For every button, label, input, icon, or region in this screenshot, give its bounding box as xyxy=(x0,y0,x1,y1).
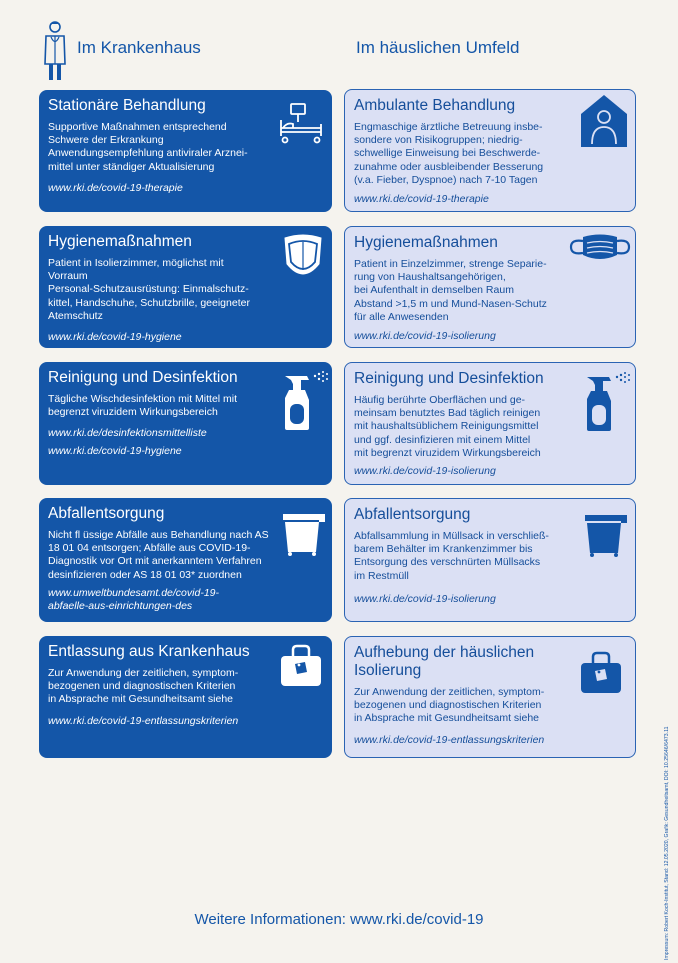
suitcase-icon xyxy=(279,644,323,690)
card-text: Engmaschige ärztliche Betreuung insbe- sondere von Risikogruppen; niedrig- schwellige Einweisung bei Beschwerde- zunahme oder ausbleibender Besserung (v.a. Fieber, Dyspnoe) nach 7-10 Tagen xyxy=(354,121,544,186)
card-title: Hygienemaßnahmen xyxy=(48,233,192,250)
hospital-bed-icon xyxy=(279,102,323,148)
card-stationaere-behandlung xyxy=(39,90,332,212)
card-link[interactable]: www.rki.de/covid-19-isolierung xyxy=(354,465,496,478)
card-text: Supportive Maßnahmen entsprechend Schwere der Erkrankung Anwendungsempfehlung antiviraler Arznei- mittel unter ständiger Aktualisierung xyxy=(48,121,248,173)
card-link[interactable]: www.umweltbundesamt.de/covid-19- abfaelle-aus-einrichtungen-des xyxy=(48,586,219,612)
card-text: Tägliche Wischdesinfektion mit Mittel mit begrenzt viruzidem Wirkungsbereich xyxy=(48,393,238,419)
card-reinigung-left xyxy=(39,362,332,485)
card-link[interactable]: www.rki.de/desinfektionsmittelliste xyxy=(48,427,207,440)
card-abfall-left xyxy=(39,498,332,622)
right-column-title: Im häuslichen Umfeld xyxy=(356,38,520,57)
card-hygiene-left xyxy=(39,226,332,348)
card-title-line: Aufhebung der häuslichen xyxy=(354,644,535,661)
card-title-line: Isolierung xyxy=(354,662,422,679)
imprint-text: Impressum: Robert Koch-Institut, Stand: 12.05.2020, Grafik: Gesundheitsamt, DOI: 10.25646/6473.11 xyxy=(664,726,670,960)
card-link[interactable]: www.rki.de/covid-19-isolierung xyxy=(354,330,496,343)
card-text: Patient in Isolierzimmer, möglichst mit Vorraum Personal-Schutzausrüstung: Einmalschutz- kittel, Handschuhe, Schutzbrille, geeigneter Atemschutz xyxy=(48,257,250,322)
card-link[interactable]: www.rki.de/covid-19-therapie xyxy=(354,193,489,206)
card-text: Häufig berührte Oberflächen und ge- meinsam benutztes Bad täglich reinigen mit haushaltsüblichem Reinigungsmittel und ggf. desinfizieren mit einem Mittel mit begrenzt viruzidem Wirkungsbereich xyxy=(354,394,541,459)
card-ambulante-behandlung xyxy=(344,89,636,212)
card-hygiene-right xyxy=(344,226,636,348)
card-link[interactable]: www.rki.de/covid-19-hygiene xyxy=(48,445,182,458)
card-reinigung-right xyxy=(344,362,636,485)
card-title: Abfallentsorgung xyxy=(48,505,165,522)
card-title: Hygienemaßnahmen xyxy=(354,234,498,251)
left-column-title: Im Krankenhaus xyxy=(77,38,201,57)
card-title: Ambulante Behandlung xyxy=(354,97,516,114)
card-entlassung xyxy=(39,636,332,758)
card-text: Nicht fl üssige Abfälle aus Behandlung nach AS 18 01 04 entsorgen; Abfälle aus COVID-19- Diagnostik vor Ort mit anerkanntem Verfahren desinfizieren oder AS 18 01 03* zuordnen xyxy=(48,529,269,581)
respirator-mask-icon xyxy=(283,234,323,282)
card-link[interactable]: www.rki.de/covid-19-entlassungskriterien xyxy=(48,714,239,727)
surgical-mask-icon xyxy=(569,233,631,263)
card-title: Entlassung aus Krankenhaus xyxy=(48,643,250,660)
suitcase-icon xyxy=(579,651,623,697)
card-abfall-right xyxy=(344,498,636,622)
footer-more-info[interactable]: Weitere Informationen: www.rki.de/covid-19 xyxy=(194,911,484,928)
card-title: Reinigung und Desinfektion xyxy=(354,370,544,387)
spray-bottle-icon xyxy=(281,370,329,432)
card-text: Zur Anwendung der zeitlichen, symptom- bezogenen und diagnostischen Kriterien in Absprache mit Gesundheitsamt siehe xyxy=(354,686,545,725)
card-link[interactable]: www.rki.de/covid-19-entlassungskriterien xyxy=(354,733,545,746)
card-title: Abfallentsorgung xyxy=(354,506,471,523)
card-aufhebung-isolierung xyxy=(344,636,636,758)
card-text: Zur Anwendung der zeitlichen, symptom- bezogenen und diagnostischen Kriterien in Absprache mit Gesundheitsamt siehe xyxy=(48,667,239,706)
card-title: Stationäre Behandlung xyxy=(48,97,206,114)
card-link[interactable]: www.rki.de/covid-19-therapie xyxy=(48,181,183,194)
card-text: Patient in Einzelzimmer, strenge Separie- rung von Haushaltsangehörigen, bei Aufenthalt in demselben Raum Abstand >1,5 m und Mund-Nasen-Schutz für alle Anwesenden xyxy=(354,258,547,323)
card-text: Abfallsammlung in Müllsack in verschließ- barem Behälter im Krankenzimmer bis Entsorgung des verschnürten Müllsacks im Restmüll xyxy=(354,530,549,582)
doctor-icon xyxy=(42,20,68,84)
waste-bin-icon xyxy=(279,508,327,556)
spray-bottle-icon xyxy=(583,371,631,433)
card-link[interactable]: www.rki.de/covid-19-isolierung xyxy=(354,592,496,605)
person-at-home-icon xyxy=(580,94,628,148)
card-title: Reinigung und Desinfektion xyxy=(48,369,238,386)
card-link[interactable]: www.rki.de/covid-19-hygiene xyxy=(48,331,182,344)
waste-bin-icon xyxy=(581,509,629,557)
